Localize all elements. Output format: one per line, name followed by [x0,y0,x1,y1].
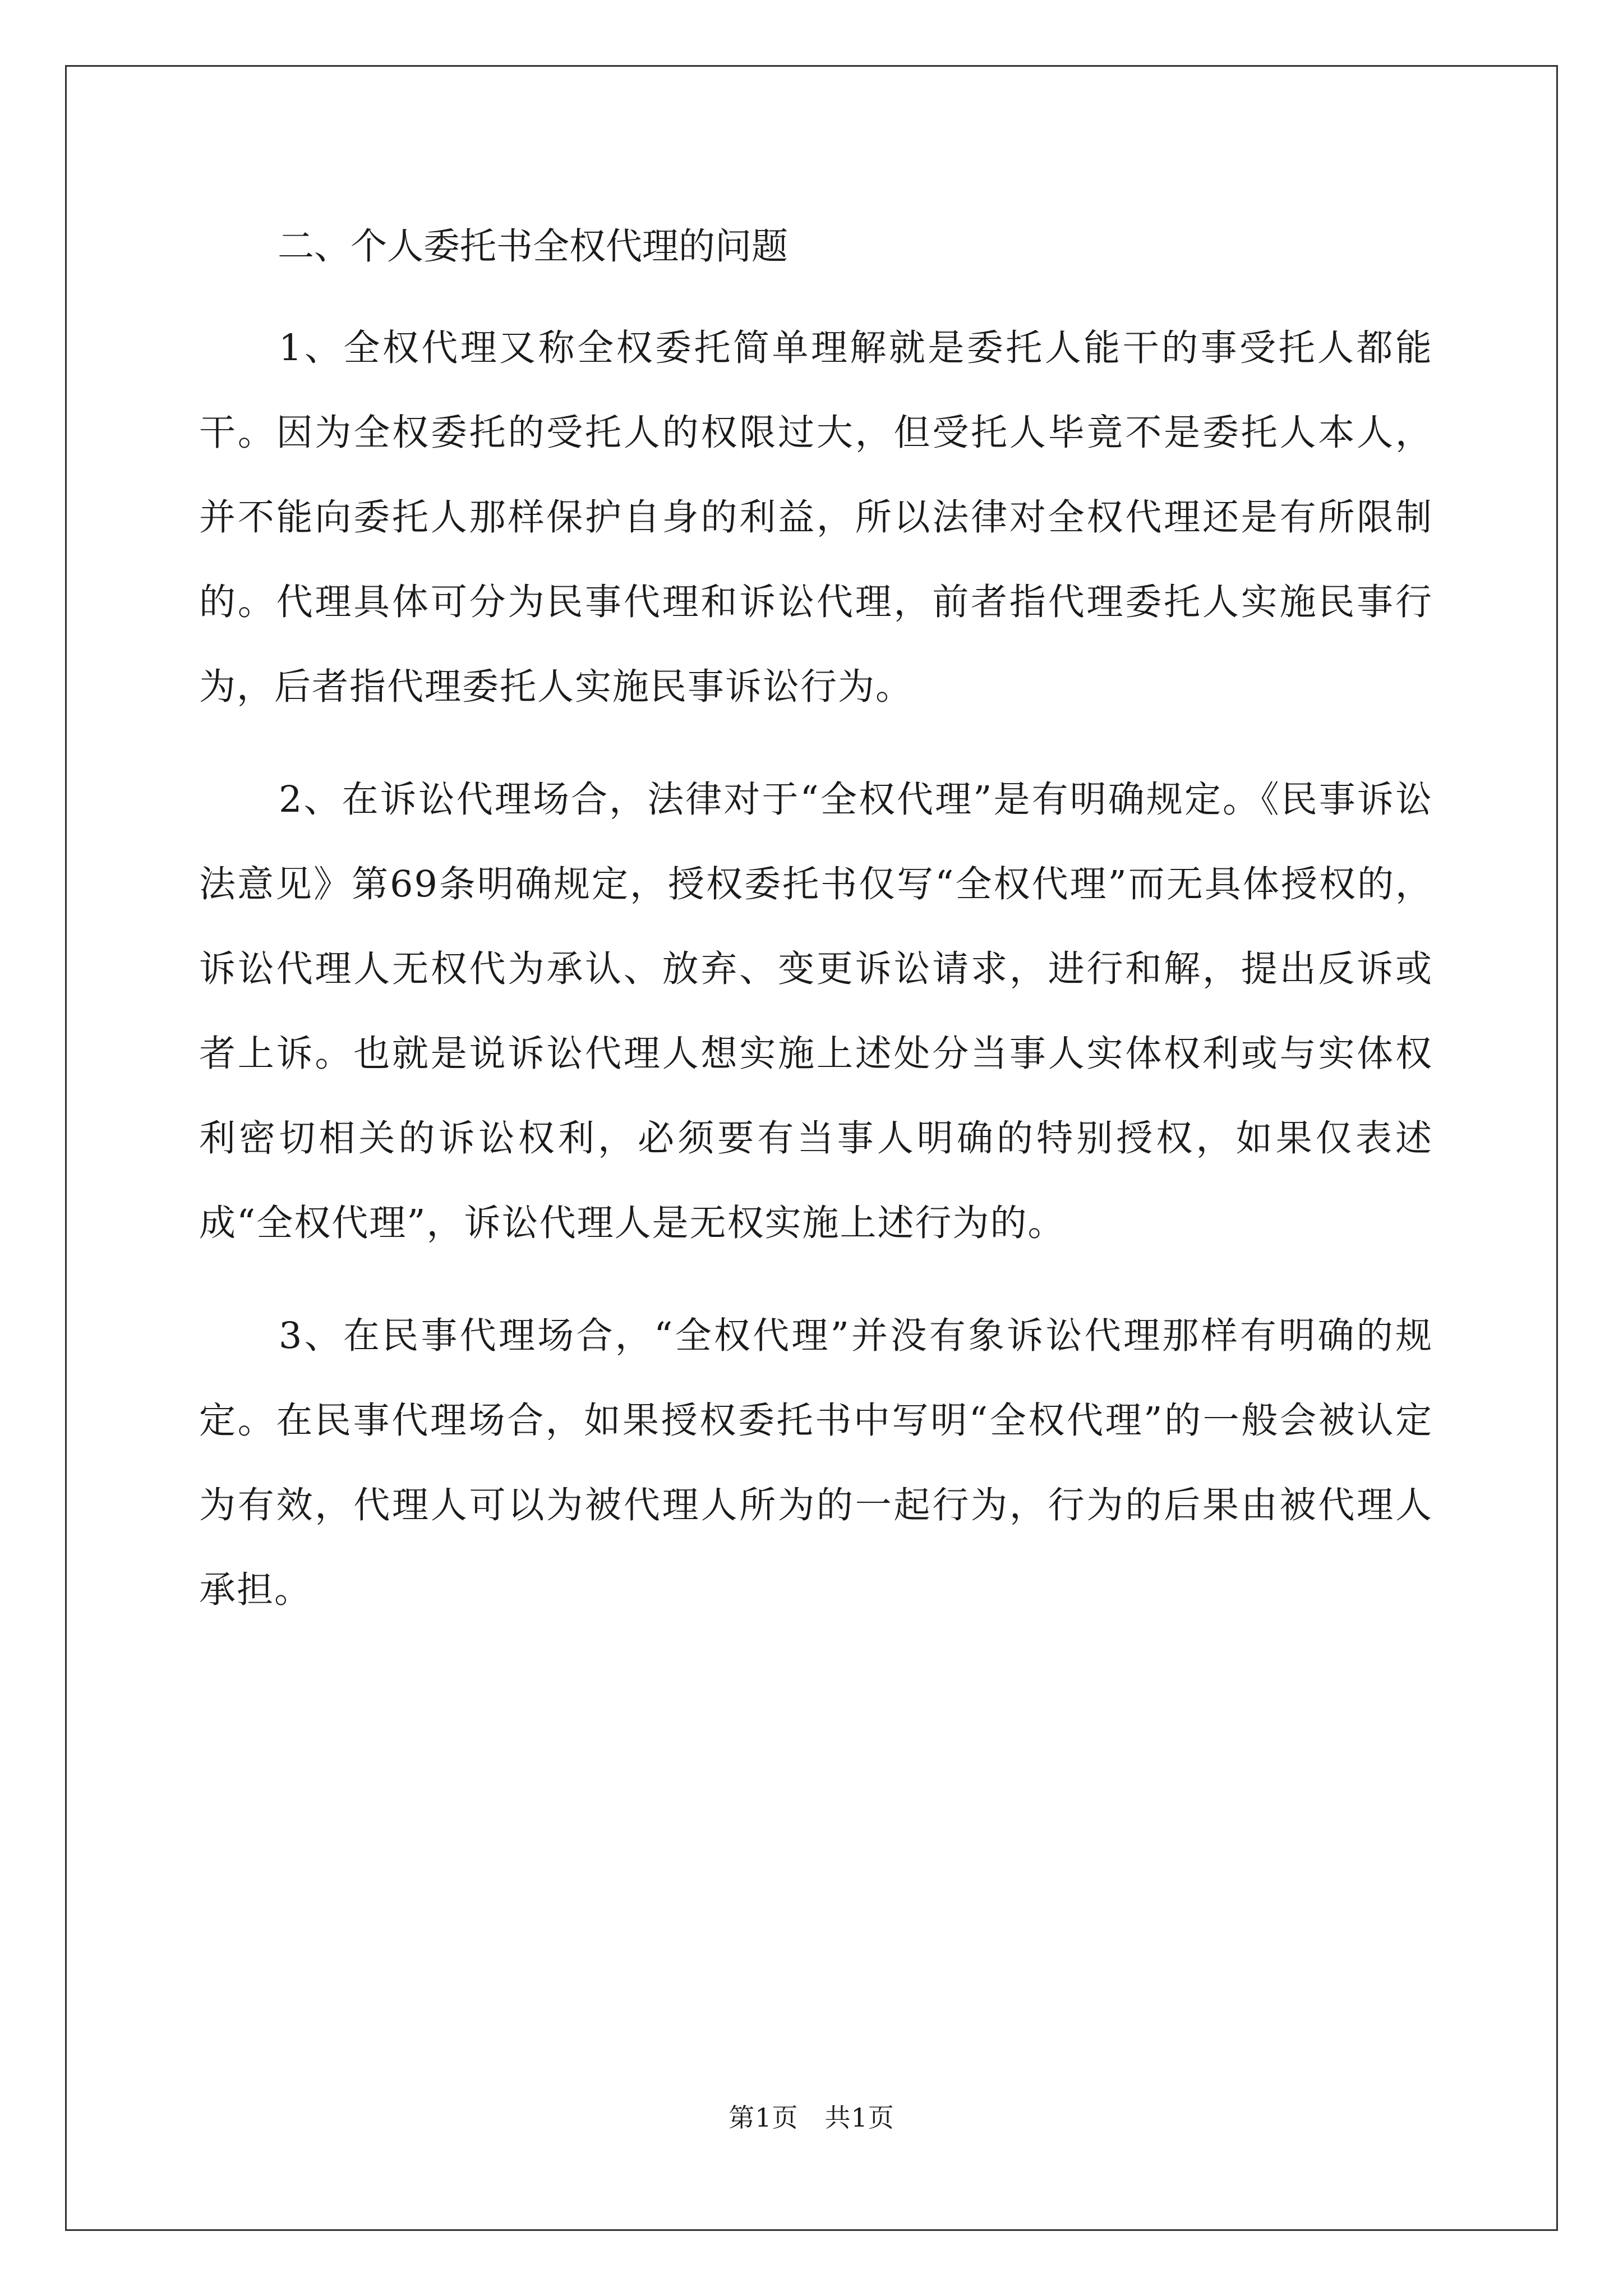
document-body [199,216,1433,1632]
paragraph-3: 3、在民事代理场合，“全权代理”并没有象诉讼代理那样有明确的规定。在民事代理场合，如果授权委托书中写明“全权代理”的一般会被认定为有效，代理人可以为被代理人所为的一起行为，行为的后果由被代理人承担。 [199,1315,1433,1611]
paragraph-2: 2、在诉讼代理场合，法律对于“全权代理”是有明确规定。《民事诉讼法意见》第69条明确规定，授权委托书仅写“全权代理”而无具体授权的，诉讼代理人无权代为承认、放弃、变更诉讼请求，进行和解，提出反诉或者上诉。也就是说诉讼代理人想实施上述处分当事人实体权利或与实体权利密切相关的诉讼权利，必须要有当事人明确的特别授权，如果仅表述成“全权代理”，诉讼代理人是无权实施上述行为的。 [199,779,1433,1244]
section-heading: 二、个人委托书全权代理的问题 [278,226,789,268]
page-footer: 第1页 共1页 [728,2102,895,2133]
paragraph-1: 1、全权代理又称全权委托简单理解就是委托人能干的事受托人都能干。因为全权委托的受托人的权限过大，但受托人毕竟不是委托人本人，并不能向委托人那样保护自身的利益，所以法律对全权代理还是有所限制的。代理具体可分为民事代理和诉讼代理，前者指代理委托人实施民事行为，后者指代理委托人实施民事诉讼行为。 [199,327,1433,708]
